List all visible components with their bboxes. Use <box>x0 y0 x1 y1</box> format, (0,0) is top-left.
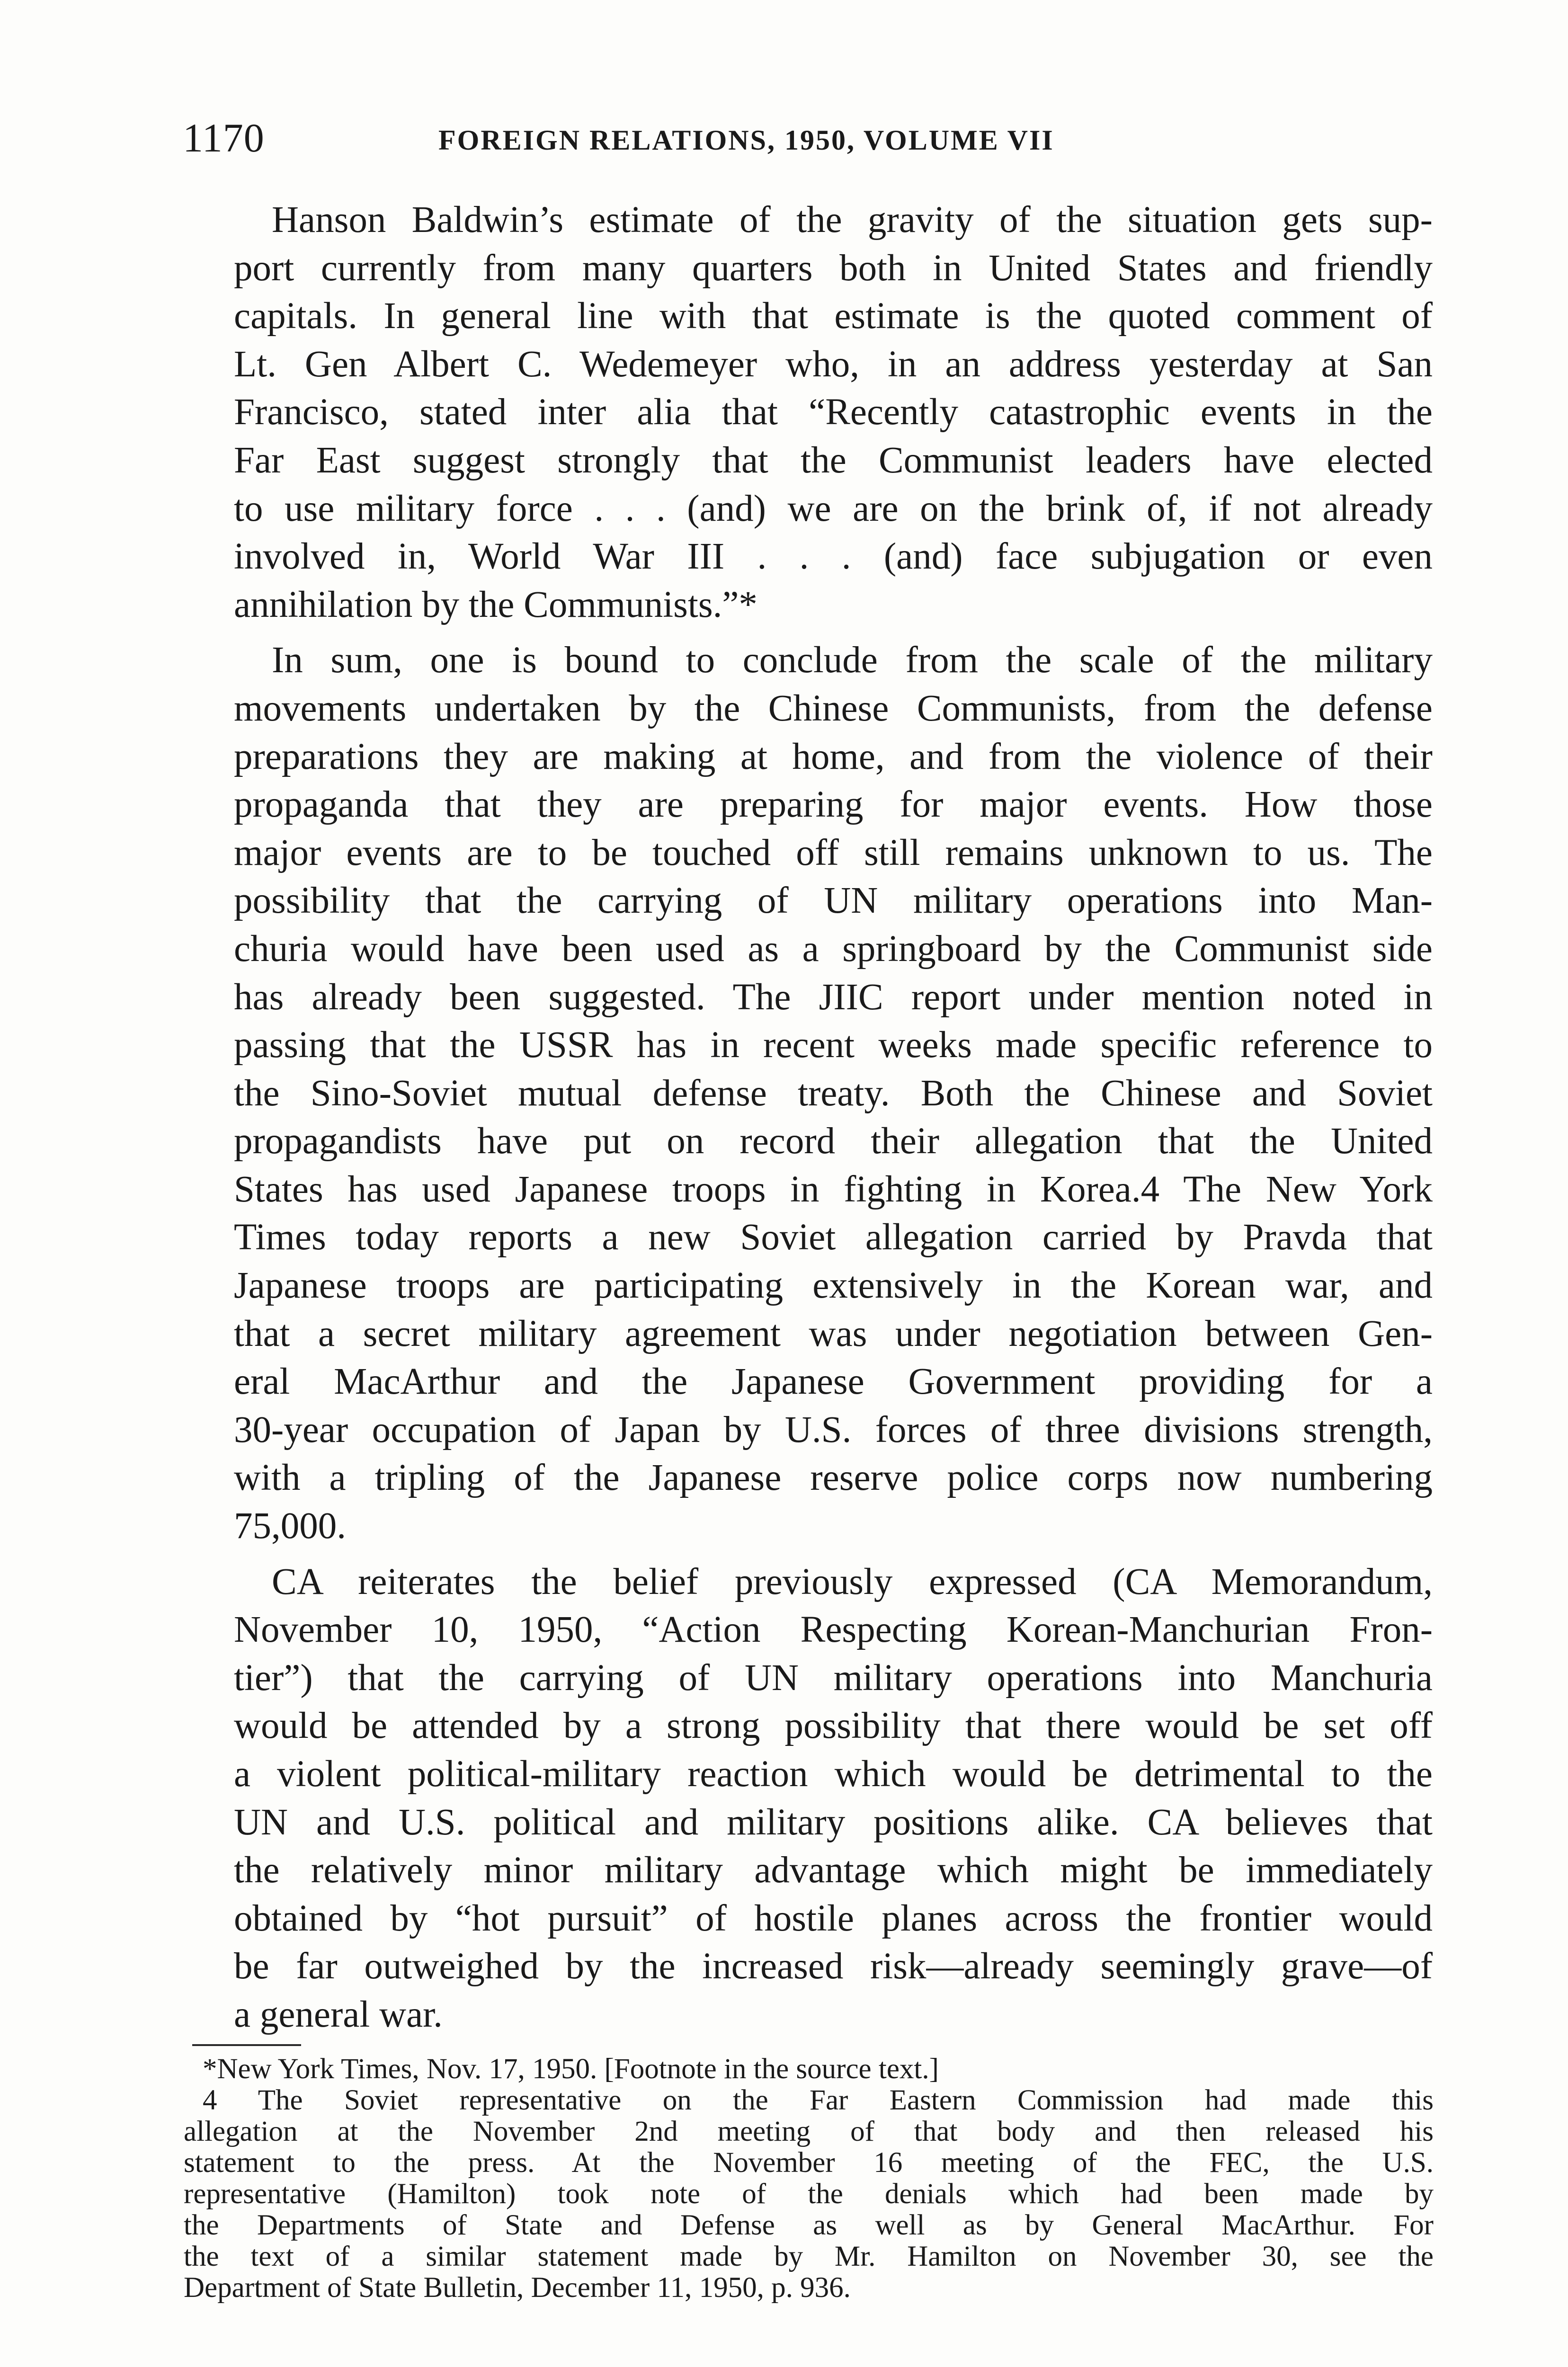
text-line: a violent political-military reaction which would be detrimental to the <box>234 1753 1433 1795</box>
text-line: Francisco, stated inter alia that “Recently catastrophic events in the <box>234 392 1433 433</box>
text-line: to use military force . . . (and) we are on the brink of, if not already <box>234 488 1433 529</box>
paragraph-3 <box>178 1558 1433 2039</box>
footnote-4 <box>184 2085 1434 2304</box>
text-line: churia would have been used as a springboard by the Communist side <box>234 928 1433 970</box>
body-text <box>178 196 1433 2039</box>
paragraph-1 <box>178 196 1433 629</box>
text-line: port currently from many quarters both in United States and friendly <box>234 247 1433 289</box>
text-line: UN and U.S. political and military positions alike. CA believes that <box>234 1801 1433 1843</box>
footnote-divider <box>192 2044 301 2046</box>
running-head <box>183 112 1433 164</box>
text-line: Lt. Gen Albert C. Wedemeyer who, in an address yesterday at San <box>234 343 1433 385</box>
text-line: Hanson Baldwin’s estimate of the gravity of the situation gets sup- <box>272 199 1433 240</box>
text-line: capitals. In general line with that estimate is the quoted comment of <box>234 295 1433 337</box>
text-line: In sum, one is bound to conclude from the scale of the military <box>272 640 1433 681</box>
footnote-line: allegation at the November 2nd meeting of that body and then released his <box>184 2116 1434 2147</box>
footnote-line: Department of State Bulletin, December 11, 1950, p. 936. <box>184 2272 851 2304</box>
text-line: propaganda that they are preparing for major events. How those <box>234 784 1433 826</box>
running-head-title: FOREIGN RELATIONS, 1950, VOLUME VII <box>438 125 1054 156</box>
text-line: be far outweighed by the increased risk—already seemingly grave—of <box>234 1946 1433 1987</box>
footnote-line: representative (Hamilton) took note of the denials which had been made by <box>184 2178 1434 2210</box>
text-line: 30-year occupation of Japan by U.S. forces of three divisions strength, <box>234 1409 1433 1450</box>
text-line: with a tripling of the Japanese reserve police corps now numbering <box>234 1457 1433 1499</box>
page-number: 1170 <box>183 115 265 160</box>
text-line: propagandists have put on record their allegation that the United <box>234 1121 1433 1162</box>
text-line: involved in, World War III . . . (and) face subjugation or even <box>234 536 1433 578</box>
footnote-line: statement to the press. At the November 16 meeting of the FEC, the U.S. <box>184 2147 1434 2179</box>
text-line: a general war. <box>234 1993 443 2035</box>
text-line: Far East suggest strongly that the Communist leaders have elected <box>234 439 1433 481</box>
text-line: passing that the USSR has in recent weeks made specific reference to <box>234 1024 1433 1066</box>
text-line: the Sino-Soviet mutual defense treaty. Both the Chinese and Soviet <box>234 1072 1433 1114</box>
footnotes <box>184 2054 1434 2304</box>
footnote-line: 4 The Soviet representative on the Far Eastern Commission had made this <box>203 2084 1434 2116</box>
footnote-line: *New York Times, Nov. 17, 1950. [Footnote in the source text.] <box>203 2053 939 2085</box>
text-line: major events are to be touched off still remains unknown to us. The <box>234 832 1433 873</box>
paragraph-2 <box>178 636 1433 1550</box>
text-line: CA reiterates the belief previously expressed (CA Memorandum, <box>272 1561 1433 1602</box>
text-line: movements undertaken by the Chinese Communists, from the defense <box>234 687 1433 729</box>
text-line: has already been suggested. The JIIC report under mention noted in <box>234 976 1433 1018</box>
text-line: Times today reports a new Soviet allegation carried by Pravda that <box>234 1217 1433 1258</box>
text-line: Japanese troops are participating extensively in the Korean war, and <box>234 1265 1433 1307</box>
text-line: annihilation by the Communists.”* <box>234 584 757 625</box>
footnote-star <box>184 2054 1434 2085</box>
text-line: obtained by “hot pursuit” of hostile planes across the frontier would <box>234 1897 1433 1939</box>
footnote-line: the Departments of State and Defense as well as by General MacArthur. For <box>184 2209 1434 2241</box>
text-line: November 10, 1950, “Action Respecting Korean-Manchurian Fron- <box>234 1609 1433 1651</box>
text-line: that a secret military agreement was under negotiation between Gen- <box>234 1313 1433 1354</box>
text-line: the relatively minor military advantage which might be immediately <box>234 1850 1433 1891</box>
text-line: possibility that the carrying of UN military operations into Man- <box>234 880 1433 922</box>
text-line: tier”) that the carrying of UN military operations into Manchuria <box>234 1657 1433 1699</box>
text-line: would be attended by a strong possibility that there would be set off <box>234 1705 1433 1747</box>
text-line: States has used Japanese troops in fighting in Korea.4 The New York <box>234 1168 1433 1210</box>
text-line: preparations they are making at home, and from the violence of their <box>234 736 1433 777</box>
text-line: 75,000. <box>234 1505 346 1547</box>
text-line: eral MacArthur and the Japanese Government providing for a <box>234 1361 1433 1403</box>
footnote-line: the text of a similar statement made by Mr. Hamilton on November 30, see the <box>184 2241 1434 2272</box>
